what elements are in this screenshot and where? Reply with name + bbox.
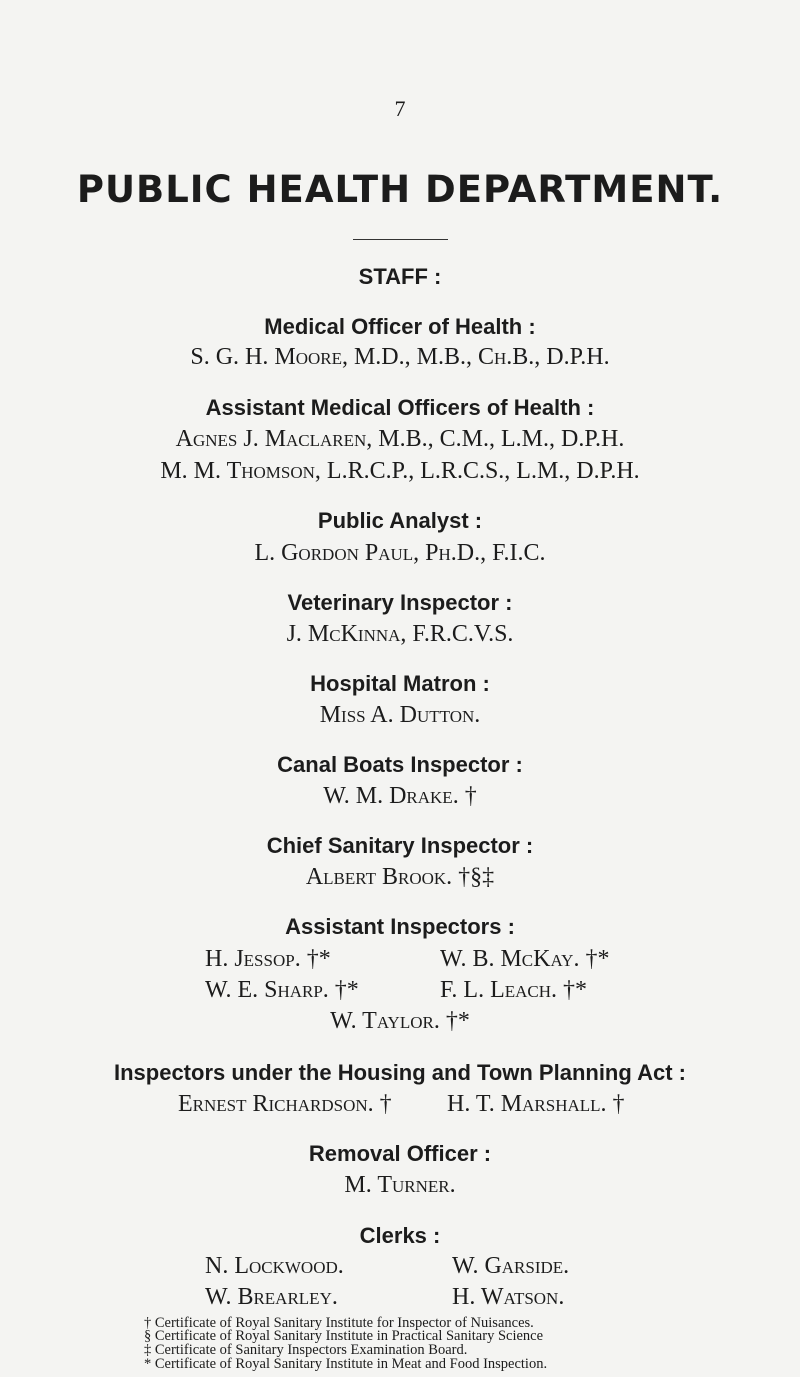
assistant-inspectors-heading: Assistant Inspectors : [285, 913, 515, 939]
footnote-2: § Certificate of Royal Sanitary Institute in Practical Sanitary Science [144, 1328, 544, 1345]
matron-name: Miss A. Dutton. [319, 702, 481, 729]
clerk-2: W. Garside. [452, 1253, 570, 1280]
footnote-4: * Certificate of Royal Sanitary Institute in Meat and Food Inspection. [144, 1355, 548, 1372]
veterinary-heading: Veterinary Inspector : [287, 590, 513, 615]
asst-moh-heading: Assistant Medical Officers of Health : [205, 395, 595, 420]
matron-heading: Hospital Matron : [310, 670, 490, 696]
footnote-3: ‡ Certificate of Sanitary Inspectors Examination Board. [144, 1341, 468, 1358]
housing-inspector-2: H. T. Marshall. † [447, 1091, 625, 1118]
chief-sanitary-heading: Chief Sanitary Inspector : [266, 832, 534, 858]
asst-moh-name-1: Agnes J. Maclaren, M.B., C.M., L.M., D.P.H. [175, 426, 625, 453]
clerks-heading: Clerks : [359, 1222, 441, 1248]
footnote-1: † Certificate of Royal Sanitary Institute for Inspector of Nuisances. [144, 1314, 534, 1331]
staff-heading: STAFF : [358, 264, 442, 290]
veterinary-name: J. McKinna, F.R.C.V.S. [286, 621, 514, 648]
chief-sanitary-name: Albert Brook. †§‡ [305, 864, 495, 890]
asst-moh-name-2: M. M. Thomson, L.R.C.P., L.R.C.S., L.M., D.P.H. [160, 458, 640, 485]
removal-name: M. Turner. [344, 1172, 456, 1199]
analyst-name: L. Gordon Paul, Ph.D., F.I.C. [254, 540, 546, 567]
assistant-inspector-5: W. Taylor. †* [330, 1008, 470, 1035]
assistant-inspector-1: H. Jessop. †* [205, 946, 331, 972]
page-title: PUBLIC HEALTH DEPARTMENT. [76, 168, 724, 211]
assistant-inspector-2: W. B. McKay. †* [440, 946, 610, 972]
analyst-heading: Public Analyst : [317, 508, 483, 534]
canal-name: W. M. Drake. † [323, 783, 477, 810]
moh-name: S. G. H. Moore, M.D., M.B., Ch.B., D.P.H. [190, 344, 610, 371]
removal-heading: Removal Officer : [308, 1141, 492, 1166]
page-number: 7 [394, 96, 406, 121]
housing-inspector-1: Ernest Richardson. † [178, 1091, 392, 1118]
canal-heading: Canal Boats Inspector : [277, 751, 523, 777]
clerk-3: W. Brearley. [205, 1284, 338, 1311]
clerk-4: H. Watson. [452, 1284, 565, 1311]
clerk-1: N. Lockwood. [205, 1253, 344, 1280]
moh-heading: Medical Officer of Health : [264, 314, 536, 339]
housing-heading: Inspectors under the Housing and Town Planning Act : [113, 1060, 686, 1086]
assistant-inspector-4: F. L. Leach. †* [440, 977, 588, 1004]
assistant-inspector-3: W. E. Sharp. †* [205, 977, 359, 1004]
title-divider [353, 239, 448, 240]
